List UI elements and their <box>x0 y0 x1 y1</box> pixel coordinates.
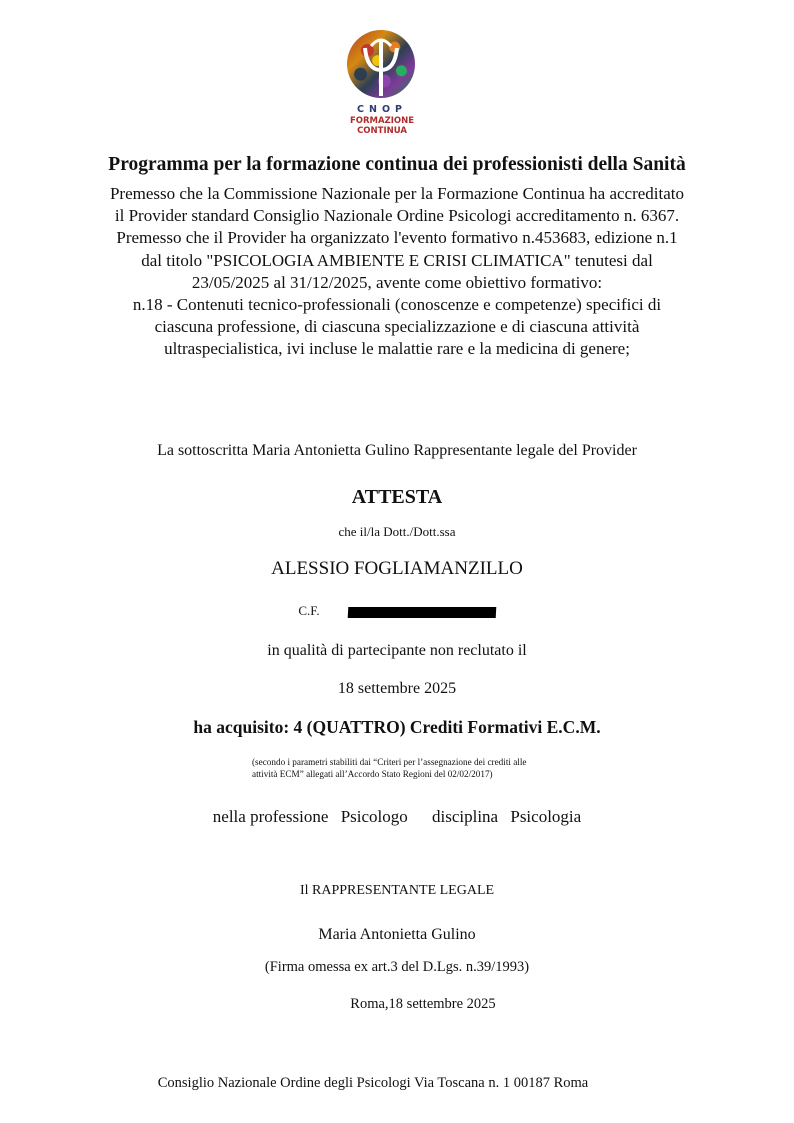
document-title: Programma per la formazione continua dei professionisti della Sanità <box>108 154 686 175</box>
cnop-logo <box>345 30 449 138</box>
psi-symbol-icon <box>347 30 415 98</box>
signature-role: Il RAPPRESENTANTE LEGALE <box>299 883 495 898</box>
fiscal-code-redacted <box>347 607 496 618</box>
intro-line: n.18 - Contenuti tecnico-professionali (conoscenze e competenze) specifici di <box>132 295 662 315</box>
profession-value: Psicologo <box>340 807 408 826</box>
discipline-value: Psicologia <box>510 807 582 826</box>
intro-line: Premesso che il Provider ha organizzato l'evento formativo n.453683, edizione n.1 <box>116 228 678 248</box>
intro-line: ultraspecialistica, ivi incluse le malattie rare e la medicina di genere; <box>164 339 630 359</box>
intro-line: il Provider standard Consiglio Nazionale Ordine Psicologi accreditamento n. 6367. <box>114 206 680 226</box>
fiscal-code-row <box>0 603 794 619</box>
logo-cnop-text: CNOP <box>357 104 407 115</box>
intro-paragraph <box>0 183 794 361</box>
intro-line: dal titolo "PSICOLOGIA AMBIENTE E CRISI CLIMATICA" tenutesi dal <box>141 250 653 270</box>
profession-row <box>0 807 794 827</box>
participant-role: in qualità di partecipante non reclutato il <box>267 642 527 659</box>
attesta-heading: ATTESTA <box>351 486 443 508</box>
intro-line: 23/05/2025 al 31/12/2025, avente come obiettivo formativo: <box>191 272 603 292</box>
logo-formazione-text <box>345 116 419 136</box>
logo-line-formazione: FORMAZIONE <box>349 116 415 126</box>
credits-earned: ha acquisito: 4 (QUATTRO) Crediti Formativi E.C.M. <box>193 717 601 737</box>
signature-name: Maria Antonietta Gulino <box>318 926 476 943</box>
fiscal-code-label: C.F. <box>298 603 320 618</box>
event-date: 18 settembre 2025 <box>337 680 457 697</box>
discipline-label: disciplina <box>432 807 499 826</box>
footer-address: Consiglio Nazionale Ordine degli Psicologi Via Toscana n. 1 00187 Roma <box>157 1075 589 1091</box>
signature-omitted-note: (Firma omessa ex art.3 del D.Lgs. n.39/1993) <box>264 959 530 975</box>
place-date: Roma,18 settembre 2025 <box>350 996 496 1012</box>
che-il-label: che il/la Dott./Dott.ssa <box>338 524 456 539</box>
credits-note: (secondo i parametri stabiliti dai “Criteri per l’assegnazione dei crediti alle attività ECM” allegati all’Accordo Stato Regioni del 02/02/2017) <box>252 757 527 779</box>
profession-label: nella professione <box>212 807 329 826</box>
intro-line: ciascuna professione, di ciascuna specializzazione e di ciascuna attività <box>154 317 640 337</box>
signatory-statement: La sottoscritta Maria Antonietta Gulino Rappresentante legale del Provider <box>157 442 637 459</box>
participant-name: ALESSIO FOGLIAMANZILLO <box>271 558 523 579</box>
intro-line: Premesso che la Commissione Nazionale per la Formazione Continua ha accreditato <box>109 184 685 203</box>
logo-line-continua: CONTINUA <box>357 126 407 136</box>
